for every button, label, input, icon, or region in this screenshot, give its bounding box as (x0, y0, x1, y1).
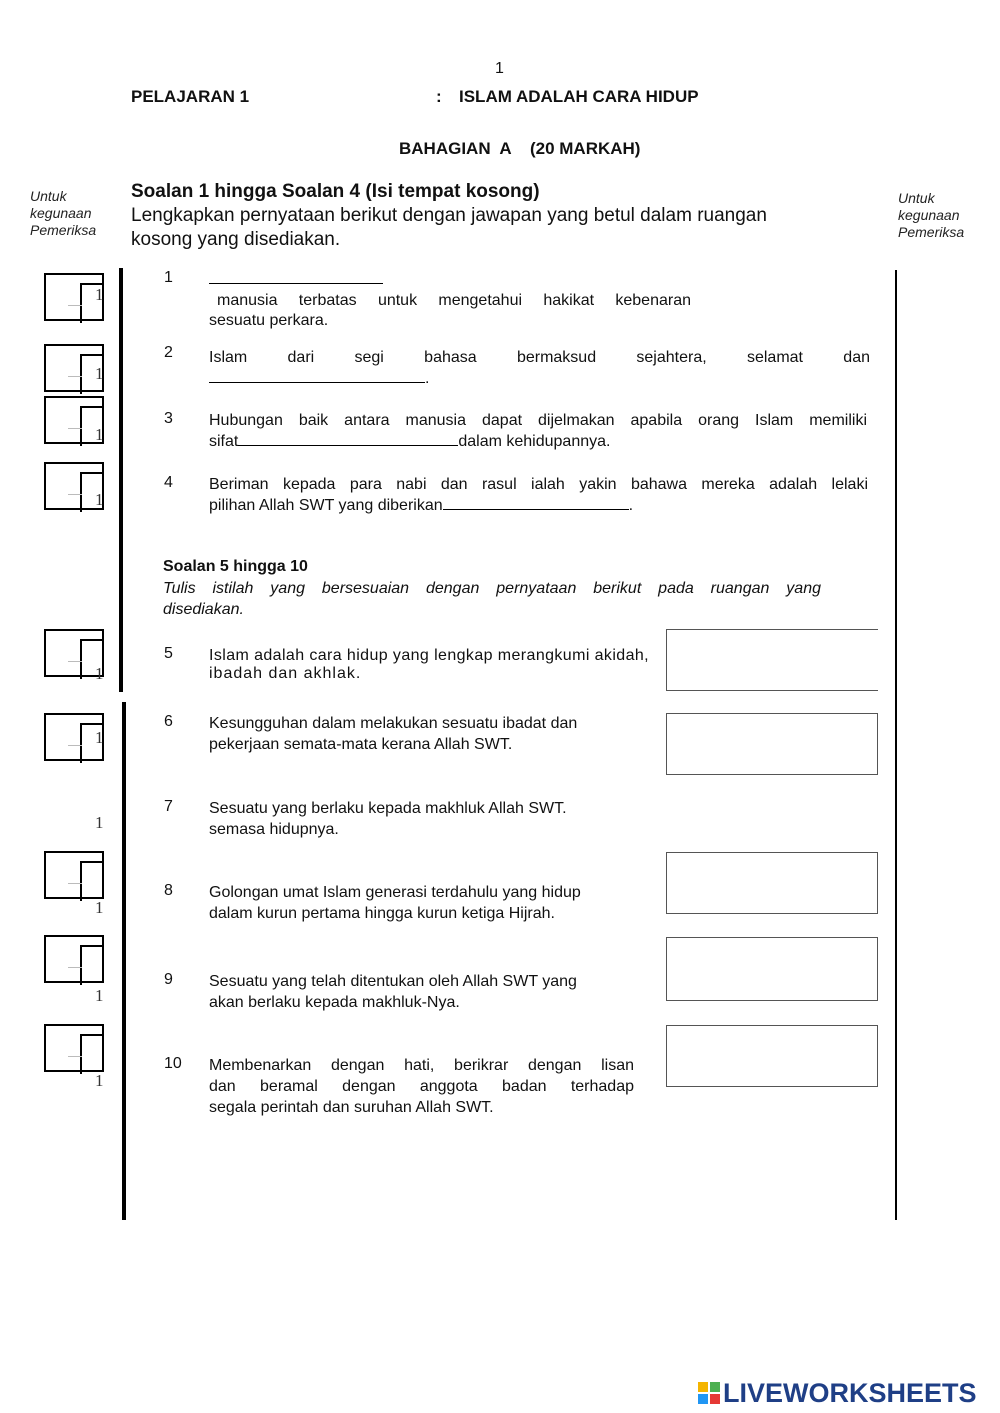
part1-instruction-line2: kosong yang disediakan. (131, 229, 341, 250)
mark-value-q9: 1 (95, 986, 104, 1005)
question-4-line1: Beriman kepada para nabi dan rasul ialah yakin bahawa mereka adalah lelaki (209, 476, 868, 493)
mark-value-q3: 1 (95, 425, 104, 444)
question-10-line3: segala perintah dan suruhan Allah SWT. (209, 1099, 494, 1116)
question-text: . (425, 370, 430, 387)
examiner-label-line: Pemeriksa (898, 224, 965, 240)
question-1-line1 (209, 269, 869, 311)
lesson-label: PELAJARAN 1 (131, 87, 250, 106)
left-margin-rule-lower (122, 702, 126, 1220)
mark-box-q9 (44, 935, 104, 983)
question-text: manusia terbatas untuk mengetahui hakikat kebenaran (217, 292, 691, 309)
mark-value-q4: 1 (95, 490, 104, 509)
question-number: 2 (164, 344, 173, 361)
answer-blank-q1[interactable] (209, 269, 383, 284)
question-5-line2: ibadah dan akhlak. (209, 665, 362, 682)
mark-box-q8 (44, 851, 104, 899)
mark-value-q6: 1 (95, 728, 104, 747)
question-number: 7 (164, 798, 173, 815)
question-number: 5 (164, 645, 173, 662)
answer-box-q6[interactable] (666, 713, 878, 775)
question-number: 3 (164, 410, 173, 427)
question-number: 4 (164, 474, 173, 491)
part2-title: Soalan 5 hingga 10 (163, 558, 308, 575)
question-text: . (628, 497, 634, 514)
examiner-label-line: Pemeriksa (30, 222, 97, 238)
answer-blank-q2[interactable] (209, 368, 425, 383)
question-10-line1: Membenarkan dengan hati, berikrar dengan lisan (209, 1057, 634, 1074)
question-number: 10 (164, 1055, 182, 1072)
answer-blank-q4[interactable] (443, 495, 629, 510)
left-margin-rule-upper (119, 268, 123, 692)
answer-box-q9[interactable] (666, 937, 878, 1001)
question-6-line2: pekerjaan semata-mata kerana Allah SWT. (209, 736, 513, 753)
question-5-line1: Islam adalah cara hidup yang lengkap merangkumi akidah, (209, 647, 650, 664)
liveworksheets-logo (698, 1378, 977, 1409)
mark-value-q7: 1 (95, 813, 104, 832)
question-number: 1 (164, 269, 173, 286)
question-8-line1: Golongan umat Islam generasi terdahulu yang hidup (209, 884, 581, 901)
part1-instruction-line1: Lengkapkan pernyataan berikut dengan jawapan yang betul dalam ruangan (131, 205, 767, 226)
header-separator: : (436, 87, 442, 106)
right-margin-rule (895, 270, 897, 1220)
mark-box-q10 (44, 1024, 104, 1072)
mark-value-q10: 1 (95, 1071, 104, 1090)
question-7-line2: semasa hidupnya. (209, 821, 339, 838)
question-number: 6 (164, 713, 173, 730)
question-1-line2: sesuatu perkara. (209, 312, 329, 329)
answer-blank-q3[interactable] (238, 431, 458, 446)
examiner-label-line: kegunaan (898, 207, 960, 223)
answer-box-q8[interactable] (666, 852, 878, 914)
question-6-line1: Kesungguhan dalam melakukan sesuatu ibadat dan (209, 715, 578, 732)
question-4-line2 (209, 495, 633, 516)
mark-value-q1: 1 (95, 285, 104, 304)
question-2-line1: Islam dari segi bahasa bermaksud sejahtera, selamat dan (209, 349, 870, 366)
question-number: 8 (164, 882, 173, 899)
section-title: BAHAGIAN A (20 MARKAH) (399, 139, 641, 158)
part2-instruction-line1: Tulis istilah yang bersesuaian dengan pernyataan berikut pada ruangan yang (163, 580, 821, 597)
mark-value-q2: 1 (95, 364, 104, 383)
examiner-label-right (898, 190, 964, 241)
answer-box-q10[interactable] (666, 1025, 878, 1087)
question-3-line1: Hubungan baik antara manusia dapat dijelmakan apabila orang Islam memiliki (209, 412, 867, 429)
part2-instruction-line2: disediakan. (163, 601, 244, 618)
answer-box-q5[interactable] (666, 629, 878, 691)
question-2-line2 (209, 368, 429, 389)
page-number: 1 (495, 60, 504, 77)
part1-title: Soalan 1 hingga Soalan 4 (Isi tempat kosong) (131, 181, 540, 202)
question-7-line1: Sesuatu yang berlaku kepada makhluk Allah SWT. (209, 800, 567, 817)
examiner-label-left (30, 188, 96, 239)
examiner-label-line: kegunaan (30, 205, 92, 221)
question-8-line2: dalam kurun pertama hingga kurun ketiga Hijrah. (209, 905, 555, 922)
question-text: sifat (209, 433, 239, 450)
question-9-line2: akan berlaku kepada makhluk-Nya. (209, 994, 460, 1011)
question-text: dalam kehidupannya. (458, 433, 611, 450)
lesson-topic: ISLAM ADALAH CARA HIDUP (459, 87, 699, 106)
question-10-line2: dan beramal dengan anggota badan terhadap (209, 1078, 634, 1095)
mark-value-q8: 1 (95, 898, 104, 917)
mark-value-q5: 1 (95, 664, 104, 683)
question-9-line1: Sesuatu yang telah ditentukan oleh Allah SWT yang (209, 973, 577, 990)
question-text: pilihan Allah SWT yang diberikan (209, 497, 443, 514)
examiner-label-line: Untuk (30, 188, 67, 204)
examiner-label-line: Untuk (898, 190, 935, 206)
question-number: 9 (164, 971, 173, 988)
brand-name: LIVEWORKSHEETS (723, 1378, 977, 1408)
question-3-line2 (209, 431, 610, 452)
liveworksheets-icon (698, 1382, 720, 1404)
